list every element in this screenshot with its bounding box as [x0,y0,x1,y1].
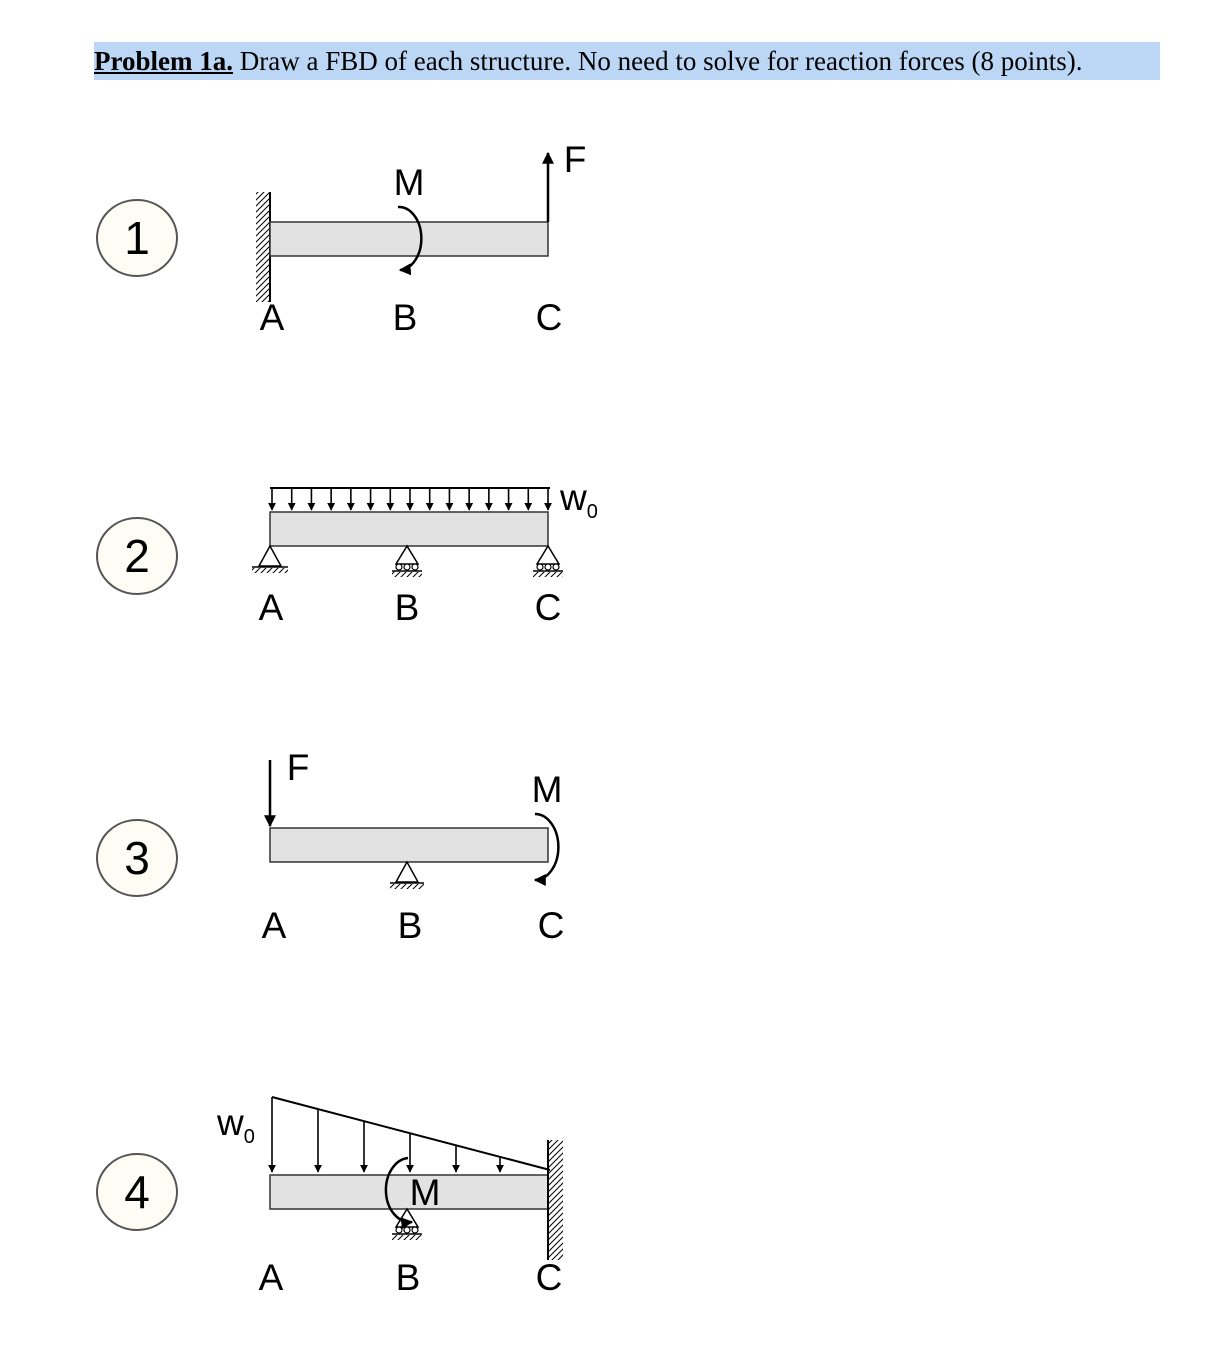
roller-support-b [392,546,422,577]
problem-heading-text: Draw a FBD of each structure. No need to solve for reaction forces (8 points). [232,46,1083,76]
point-a-label: A [258,1257,284,1298]
moment-label: M [409,1172,441,1213]
structure-number: 4 [124,1166,150,1218]
moment-label: M [531,769,563,810]
fixed-wall-support [256,192,270,302]
load-arrows [272,488,548,510]
point-b-label: B [392,297,418,338]
fixed-wall-support [548,1140,563,1260]
problem-heading-lead: Problem 1a. [94,46,233,76]
structure-3 [97,747,564,946]
uniform-distributed-load [270,488,550,510]
structure-number-badge [97,820,177,896]
structure-number: 3 [124,832,150,884]
point-c-label: C [534,587,562,628]
point-b-label: B [397,905,423,946]
roller-support-c [533,546,563,577]
point-c-label: C [535,1257,563,1298]
force-label: F [286,747,310,788]
load-arrows [272,1097,500,1172]
point-a-label: A [259,297,285,338]
structure-number: 2 [124,530,150,582]
point-c-label: C [535,297,563,338]
pin-support-b [390,862,424,889]
point-a-label: A [258,587,284,628]
structure-1 [97,139,586,338]
point-b-label: B [394,587,420,628]
beam [270,222,548,256]
load-label: $w_0$ [560,477,598,523]
point-a-label: A [261,905,287,946]
structure-number-badge [97,200,177,276]
structure-number-badge [97,518,177,594]
point-b-label: B [395,1257,421,1298]
pin-support-a [252,546,288,573]
load-label: $w_0$ [217,1102,255,1148]
beam [270,512,548,546]
force-label: F [563,139,587,180]
structure-number-badge [97,1154,177,1230]
point-c-label: C [537,905,565,946]
roller-support-b [392,1209,422,1240]
beam [270,828,548,862]
moment-label: M [393,162,425,203]
structure-4 [97,1097,563,1298]
structure-number: 1 [124,212,150,264]
triangular-distributed-load [272,1097,550,1172]
structure-2 [97,477,598,628]
